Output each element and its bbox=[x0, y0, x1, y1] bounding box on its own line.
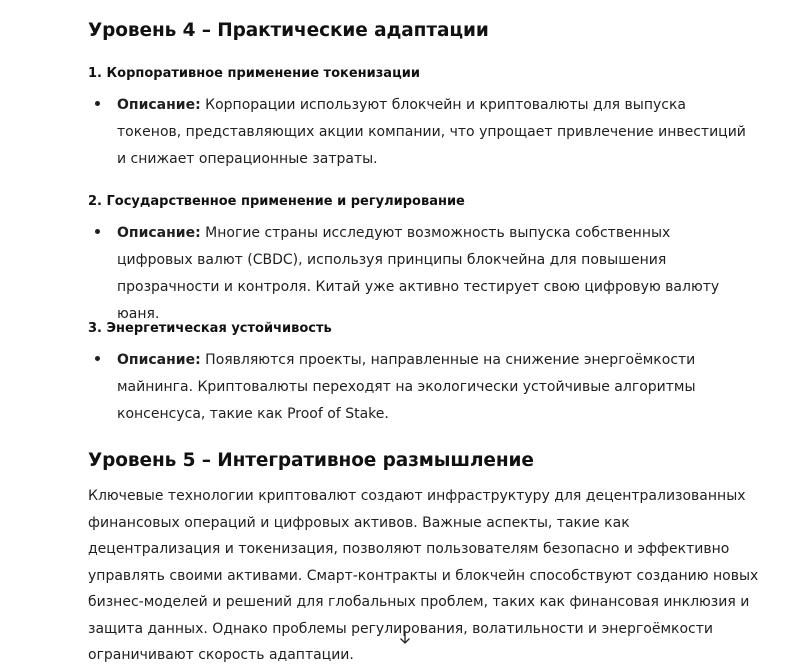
description-text: Многие страны исследуют возможность выпуска собственных цифровых валют (CBDC), используя принципы блокчейна для повышения прозрачности и контроля. Китай уже активно тестирует свою цифровую валюту юаня. bbox=[117, 225, 720, 322]
item-heading-3: 3. Энергетическая устойчивость bbox=[88, 321, 332, 336]
description-label: Описание: bbox=[117, 352, 201, 368]
item-heading-1: 1. Корпоративное применение токенизации bbox=[88, 66, 420, 81]
integrative-paragraph: Ключевые технологии криптовалют создают инфраструктуру для децентрализованных финансовых операций и цифровых активов. Важные аспекты, такие как децентрализация и токенизация, позволяют пользователям безопасно и эффективно управлять своими активами. Смарт-контракты и блокчейн способствуют созданию новых бизнес-моделей и решений для глобальных проблем, таких как финансовая инклюзия и защита данных. Однако проблемы регулирования, волатильности и энергоёмкости ограничивают скорость адаптации. bbox=[88, 488, 759, 663]
section-title-level-4: Уровень 4 – Практические адаптации bbox=[88, 20, 489, 41]
description-label: Описание: bbox=[117, 225, 201, 241]
scroll-down-arrow-icon[interactable] bbox=[399, 631, 411, 644]
description-text: Появляются проекты, направленные на снижение энергоёмкости майнинга. Криптовалюты переходят на экологически устойчивые алгоритмы консенсуса, такие как Proof of Stake. bbox=[117, 352, 696, 422]
bullet-item-1 bbox=[88, 92, 748, 173]
bullet-item-3 bbox=[88, 347, 748, 428]
section-title-level-5: Уровень 5 – Интегративное размышление bbox=[88, 450, 534, 471]
bullet-icon bbox=[95, 356, 100, 361]
bullet-text-2 bbox=[117, 220, 748, 328]
bullet-text-1 bbox=[117, 92, 748, 173]
bullet-icon bbox=[95, 101, 100, 106]
item-heading-2: 2. Государственное применение и регулирование bbox=[88, 194, 465, 209]
bullet-item-2 bbox=[88, 220, 748, 328]
description-label: Описание: bbox=[117, 97, 201, 113]
bullet-text-3 bbox=[117, 347, 748, 428]
description-text: Корпорации используют блокчейн и криптовалюты для выпуска токенов, представляющих акции компании, что упрощает привлечение инвестиций и снижает операционные затраты. bbox=[117, 97, 746, 167]
bullet-icon bbox=[95, 229, 100, 234]
